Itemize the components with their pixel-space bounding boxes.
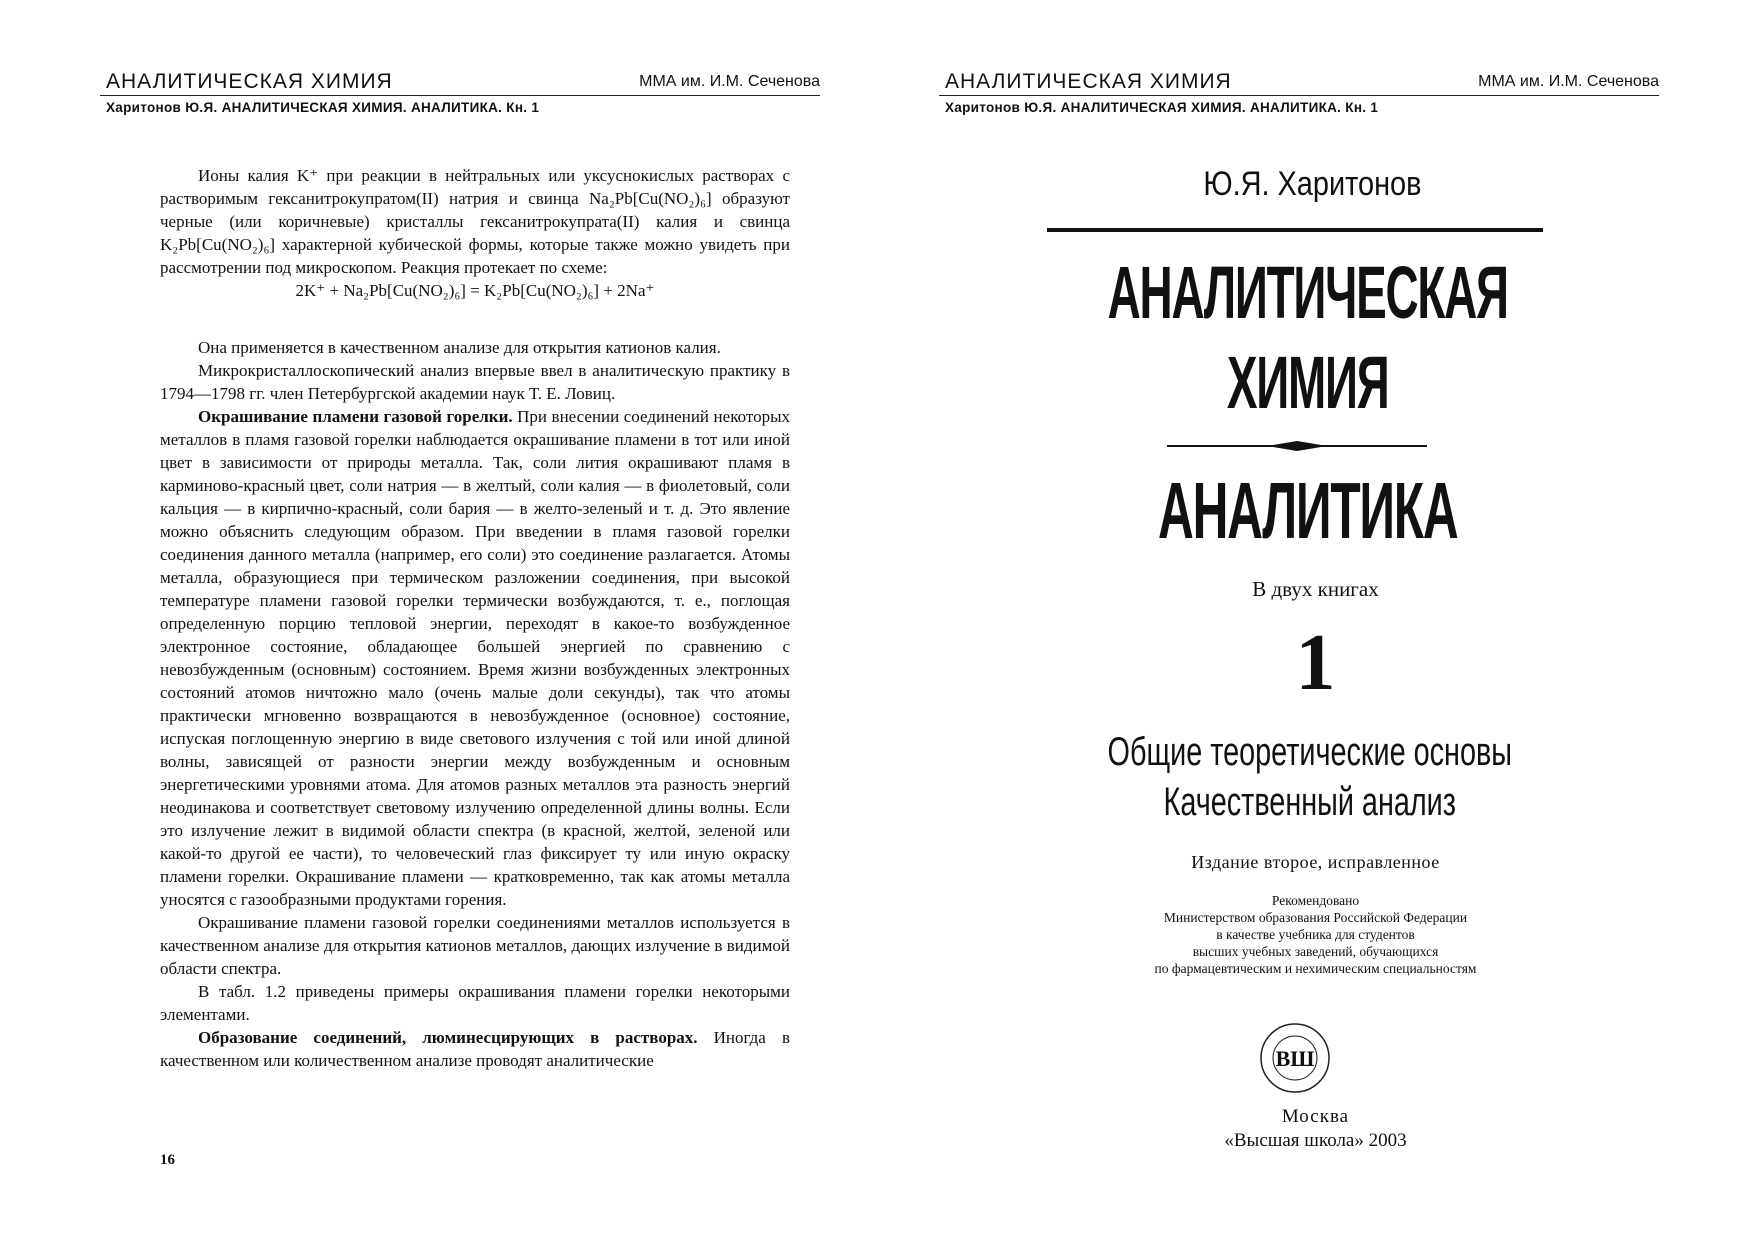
paragraph-text: При внесении соединений некоторых металлов в пламя газовой горелки наблюдается окрашивание пламени в тот или иной цвет в зависимости от природы металла. Так, соли лития окрашивают пламя в карминово-красный цвет, соли натрия — в желтый, соли калия — в фиолетовый, соли кальция — в кирпично-красный, соли бария — в желто-зеленый и т. д. Это явление можно объяснить следующим образом. При введении в пламя газовой горелки соединения данного металла (например, его соли) это соединение разлагается. Атомы металла, образующиеся при термическом разложении соединения, при высокой температуре пламени газовой горелки термически возбуждаются, т. е., поглощая определенную порцию тепловой энергии, переходят в какое-то возбужденное электронное состояние, обладающее большей энергией по сравнению с невозбужденным (основным) состоянием. Время жизни возбужденных электронных состояний атомов ничтожно мало (очень малые доли секунды), так что атомы практически мгновенно возвращаются в невозбужденное (основное) состояние, испуская поглощенную энергию в виде светового излучения с той или иной длиной волны, зависящей от разности энергии между возбужденным и основным энергетическими уровнями атома. Для атомов разных металлов эта разность энергий неодинакова и соответствует световому излучению определенной длины волны. Если это излучение лежит в видимой области спектра (в красной, желтой, зеленой или какой-то другой ее части), то человеческий глаз фиксирует ту или иную окраску пламени горелки. Окрашивание пламени — кратковременно, так как атомы металла уносятся с газообразными продуктами горения. — [160, 407, 790, 909]
recommendation — [877, 892, 1754, 977]
diamond-divider-icon — [1167, 440, 1427, 452]
header-rule — [100, 95, 820, 96]
author-name: Ю.Я. Харитонов — [1203, 165, 1422, 203]
paragraph: В табл. 1.2 приведены примеры окрашивания пламени горелки некоторыми элементами. — [160, 982, 790, 1024]
reaction-equation: 2K⁺ + Na₂Pb[Cu(NO₂)₆] = K₂Pb[Cu(NO₂)₆] + 2Na⁺ — [295, 281, 655, 300]
svg-text:ВШ: ВШ — [1275, 1046, 1315, 1071]
publisher-year: «Высшая школа» 2003 — [1224, 1130, 1407, 1151]
title-rule — [1047, 228, 1543, 232]
recommend-line: Министерством образования Российской Федерации — [1163, 910, 1468, 925]
header-org: ММА им. И.М. Сеченова — [639, 73, 820, 90]
page-number: 16 — [160, 1152, 175, 1168]
header-title: АНАЛИТИЧЕСКАЯ ХИМИЯ — [945, 70, 1232, 93]
paragraph: Она применяется в качественном анализе для открытия катионов калия. — [198, 338, 721, 357]
right-page — [877, 0, 1754, 1240]
book-number: 1 — [1295, 619, 1336, 707]
header-org: ММА им. И.М. Сеченова — [1478, 73, 1659, 90]
section-heading: Окрашивание пламени газовой горелки. — [198, 407, 513, 426]
edition-label: Издание второе, исправленное — [1191, 852, 1440, 872]
book-title-line-2: ХИМИЯ — [1226, 341, 1389, 424]
header-rule — [939, 95, 1659, 96]
publisher-logo-icon — [1257, 1020, 1333, 1096]
paragraph: Микрокристаллоскопический анализ впервые ввел в аналитическую практику в 1794—1798 гг. член Петербургской академии наук Т. Е. Ловиц. — [160, 361, 790, 403]
header-title: АНАЛИТИЧЕСКАЯ ХИМИЯ — [106, 70, 393, 93]
subtitle-line-1: Общие теоретические основы — [1107, 730, 1512, 774]
running-header — [939, 70, 1659, 115]
recommend-line: высших учебных заведений, обучающихся — [1192, 944, 1439, 959]
body-text — [160, 164, 790, 1072]
paragraph-text: Иногда в качественном или количественном анализе проводят аналитические — [160, 1028, 790, 1070]
recommend-line: в качестве учебника для студентов — [1216, 927, 1415, 942]
paragraph: Ионы калия K⁺ при реакции в нейтральных или уксуснокислых растворах с растворимым гексанитрокупратом(II) натрия и свинца Na₂Pb[Cu(NO₂)₆] образуют черные (или коричневые) кристаллы гексанитрокупрата(II) калия и свинца K₂Pb[Cu(NO₂)₆] характерной кубической формы, которые также можно увидеть при рассмотрении под микроскопом. Реакция протекает по схеме: — [160, 166, 790, 277]
header-subtitle: Харитонов Ю.Я. АНАЛИТИЧЕСКАЯ ХИМИЯ. АНАЛИТИКА. Кн. 1 — [945, 100, 1379, 115]
recommend-line: Рекомендовано — [1271, 893, 1360, 908]
publication-city: Москва — [1281, 1106, 1350, 1127]
subtitle-line-2: Качественный анализ — [1163, 780, 1456, 824]
book-title-line-1: АНАЛИТИЧЕСКАЯ — [1107, 251, 1508, 334]
paragraph: Окрашивание пламени газовой горелки соединениями металлов используется в качественном анализе для открытия катионов металлов, дающих излучение в видимой области спектра. — [160, 913, 790, 978]
paragraph — [160, 1026, 790, 1072]
paragraph — [160, 405, 790, 911]
recommend-line: по фармацевтическим и нехимическим специальностям — [1154, 961, 1477, 976]
section-heading: Образование соединений, люминесцирующих в растворах. — [198, 1028, 698, 1047]
two-books-label: В двух книгах — [1252, 577, 1379, 601]
book-title-line-3: АНАЛИТИКА — [1158, 466, 1458, 555]
header-subtitle: Харитонов Ю.Я. АНАЛИТИЧЕСКАЯ ХИМИЯ. АНАЛИТИКА. Кн. 1 — [106, 100, 540, 115]
running-header — [100, 70, 820, 115]
